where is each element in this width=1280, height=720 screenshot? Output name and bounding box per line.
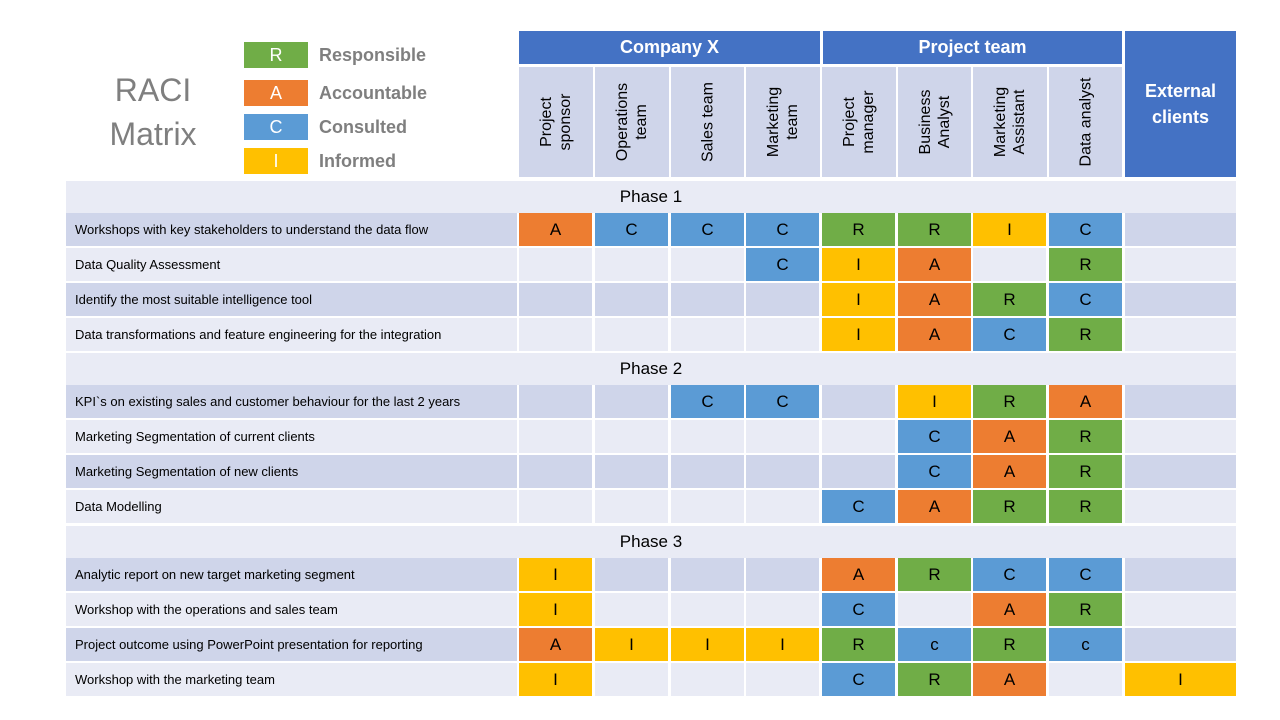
column-header-data-analyst — [1049, 67, 1122, 177]
raci-cell — [595, 558, 668, 591]
raci-cell — [1125, 490, 1236, 523]
raci-cell: C — [973, 558, 1046, 591]
raci-cell: C — [1049, 213, 1122, 246]
raci-cell: I — [519, 558, 592, 591]
raci-cell — [1125, 283, 1236, 316]
column-header-label: Data analyst — [1077, 77, 1094, 167]
raci-cell: R — [898, 558, 971, 591]
raci-cell — [1125, 248, 1236, 281]
phase-header: Phase 1 — [66, 181, 1236, 213]
raci-cell — [746, 283, 819, 316]
task-label: Project outcome using PowerPoint presentation for reporting — [66, 628, 517, 661]
raci-cell — [746, 318, 819, 351]
raci-cell — [822, 420, 895, 453]
raci-cell: A — [898, 318, 971, 351]
raci-cell: R — [1049, 248, 1122, 281]
raci-cell — [1125, 455, 1236, 488]
raci-cell: A — [898, 490, 971, 523]
column-header-label: Marketing team — [765, 86, 801, 158]
raci-cell — [519, 455, 592, 488]
raci-cell — [519, 318, 592, 351]
task-label: Workshops with key stakeholders to understand the data flow — [66, 213, 517, 246]
column-header-label: Operations team — [614, 82, 650, 162]
external-clients-label: External clients — [1144, 81, 1217, 127]
raci-cell: I — [973, 213, 1046, 246]
phase-header: Phase 3 — [66, 526, 1236, 558]
legend-label-responsible: Responsible — [319, 45, 427, 65]
task-label: Data Quality Assessment — [66, 248, 517, 281]
raci-cell: I — [519, 663, 592, 696]
raci-cell: R — [1049, 455, 1122, 488]
raci-cell — [746, 420, 819, 453]
raci-cell: C — [822, 663, 895, 696]
raci-cell: I — [822, 318, 895, 351]
raci-cell: I — [822, 248, 895, 281]
raci-cell: R — [822, 628, 895, 661]
raci-cell: C — [898, 420, 971, 453]
raci-cell — [519, 283, 592, 316]
legend-swatch-responsible: R — [244, 42, 308, 68]
raci-cell — [1125, 318, 1236, 351]
phase-header: Phase 2 — [66, 353, 1236, 385]
raci-cell — [1049, 663, 1122, 696]
raci-cell: C — [1049, 283, 1122, 316]
raci-cell: R — [973, 490, 1046, 523]
raci-cell — [746, 490, 819, 523]
raci-cell — [671, 558, 744, 591]
raci-cell — [973, 248, 1046, 281]
raci-cell — [595, 663, 668, 696]
raci-cell — [1125, 420, 1236, 453]
legend-label-informed: Informed — [319, 151, 397, 171]
raci-cell: A — [519, 628, 592, 661]
raci-cell — [671, 283, 744, 316]
raci-cell: A — [898, 248, 971, 281]
raci-cell: R — [973, 628, 1046, 661]
title-line-1: RACI — [114, 72, 192, 108]
raci-cell: C — [898, 455, 971, 488]
legend-label-consulted: Consulted — [319, 117, 407, 137]
raci-cell — [519, 385, 592, 418]
raci-cell: I — [746, 628, 819, 661]
raci-cell: R — [1049, 420, 1122, 453]
column-header-project-manager — [822, 67, 896, 177]
raci-cell: A — [1049, 385, 1122, 418]
raci-title — [88, 68, 218, 156]
raci-cell — [1125, 628, 1236, 661]
column-header-label: Sales team — [699, 81, 716, 163]
legend-swatch-consulted: C — [244, 114, 308, 140]
raci-cell — [595, 490, 668, 523]
raci-cell: R — [1049, 318, 1122, 351]
raci-cell: A — [898, 283, 971, 316]
raci-cell: R — [898, 663, 971, 696]
raci-cell: C — [822, 490, 895, 523]
legend-swatch-informed: I — [244, 148, 308, 174]
raci-cell: c — [1049, 628, 1122, 661]
task-label: Data transformations and feature engineering for the integration — [66, 318, 517, 351]
raci-cell: I — [898, 385, 971, 418]
column-header-label: Business Analyst — [916, 89, 953, 155]
raci-cell: R — [1049, 490, 1122, 523]
raci-cell — [671, 455, 744, 488]
raci-cell — [1125, 213, 1236, 246]
raci-cell — [595, 318, 668, 351]
task-label: Marketing Segmentation of new clients — [66, 455, 517, 488]
raci-cell: I — [519, 593, 592, 626]
group-header-company-x: Company X — [519, 31, 820, 64]
group-header-project-team: Project team — [823, 31, 1122, 64]
legend-label-accountable: Accountable — [319, 83, 428, 103]
raci-cell: R — [1049, 593, 1122, 626]
raci-cell — [595, 283, 668, 316]
raci-cell: C — [746, 385, 819, 418]
raci-cell — [519, 248, 592, 281]
raci-cell — [671, 490, 744, 523]
raci-cell — [595, 385, 668, 418]
raci-cell: C — [973, 318, 1046, 351]
raci-cell — [519, 420, 592, 453]
raci-cell: C — [671, 385, 744, 418]
raci-cell — [1125, 558, 1236, 591]
column-header-business-analyst — [898, 67, 971, 177]
task-label: Analytic report on new target marketing segment — [66, 558, 517, 591]
raci-cell: A — [973, 420, 1046, 453]
raci-cell: I — [595, 628, 668, 661]
raci-cell: c — [898, 628, 971, 661]
raci-cell — [671, 420, 744, 453]
raci-cell: A — [822, 558, 895, 591]
raci-cell: R — [973, 283, 1046, 316]
title-line-2: Matrix — [109, 116, 197, 152]
raci-cell: A — [973, 455, 1046, 488]
raci-cell — [671, 318, 744, 351]
raci-cell — [671, 593, 744, 626]
raci-cell — [822, 385, 895, 418]
column-header-label: Marketing Assistant — [992, 86, 1028, 158]
raci-cell — [746, 455, 819, 488]
raci-cell: R — [822, 213, 895, 246]
raci-cell: A — [519, 213, 592, 246]
raci-cell — [671, 248, 744, 281]
task-label: Data Modelling — [66, 490, 517, 523]
raci-cell — [519, 490, 592, 523]
raci-cell — [1125, 385, 1236, 418]
raci-cell — [746, 558, 819, 591]
raci-cell: C — [822, 593, 895, 626]
raci-cell — [671, 663, 744, 696]
task-label: KPI`s on existing sales and customer behaviour for the last 2 years — [66, 385, 517, 418]
task-label: Workshop with the marketing team — [66, 663, 517, 696]
raci-cell: C — [671, 213, 744, 246]
task-label: Identify the most suitable intelligence tool — [66, 283, 517, 316]
raci-cell — [595, 455, 668, 488]
raci-cell: R — [973, 385, 1046, 418]
raci-cell — [1125, 593, 1236, 626]
raci-cell: C — [595, 213, 668, 246]
raci-cell: I — [671, 628, 744, 661]
column-header-sales-team — [671, 67, 744, 177]
raci-cell: I — [1125, 663, 1236, 696]
raci-cell: R — [898, 213, 971, 246]
raci-cell — [822, 455, 895, 488]
group-header-external-clients — [1125, 31, 1236, 177]
raci-cell: C — [746, 248, 819, 281]
raci-cell: C — [746, 213, 819, 246]
raci-cell — [595, 593, 668, 626]
column-header-marketing-assistant — [973, 67, 1047, 177]
raci-cell: C — [1049, 558, 1122, 591]
raci-cell — [746, 593, 819, 626]
column-header-label: Project sponsor — [538, 93, 574, 151]
raci-cell — [595, 248, 668, 281]
raci-cell — [898, 593, 971, 626]
column-header-label: Project manager — [841, 90, 877, 154]
raci-cell: I — [822, 283, 895, 316]
raci-cell — [595, 420, 668, 453]
column-header-operations-team — [595, 67, 669, 177]
column-header-project-sponsor — [519, 67, 593, 177]
column-header-marketing-team — [746, 67, 820, 177]
task-label: Workshop with the operations and sales team — [66, 593, 517, 626]
legend-swatch-accountable: A — [244, 80, 308, 106]
raci-cell: A — [973, 593, 1046, 626]
task-label: Marketing Segmentation of current clients — [66, 420, 517, 453]
raci-cell: A — [973, 663, 1046, 696]
raci-cell — [746, 663, 819, 696]
